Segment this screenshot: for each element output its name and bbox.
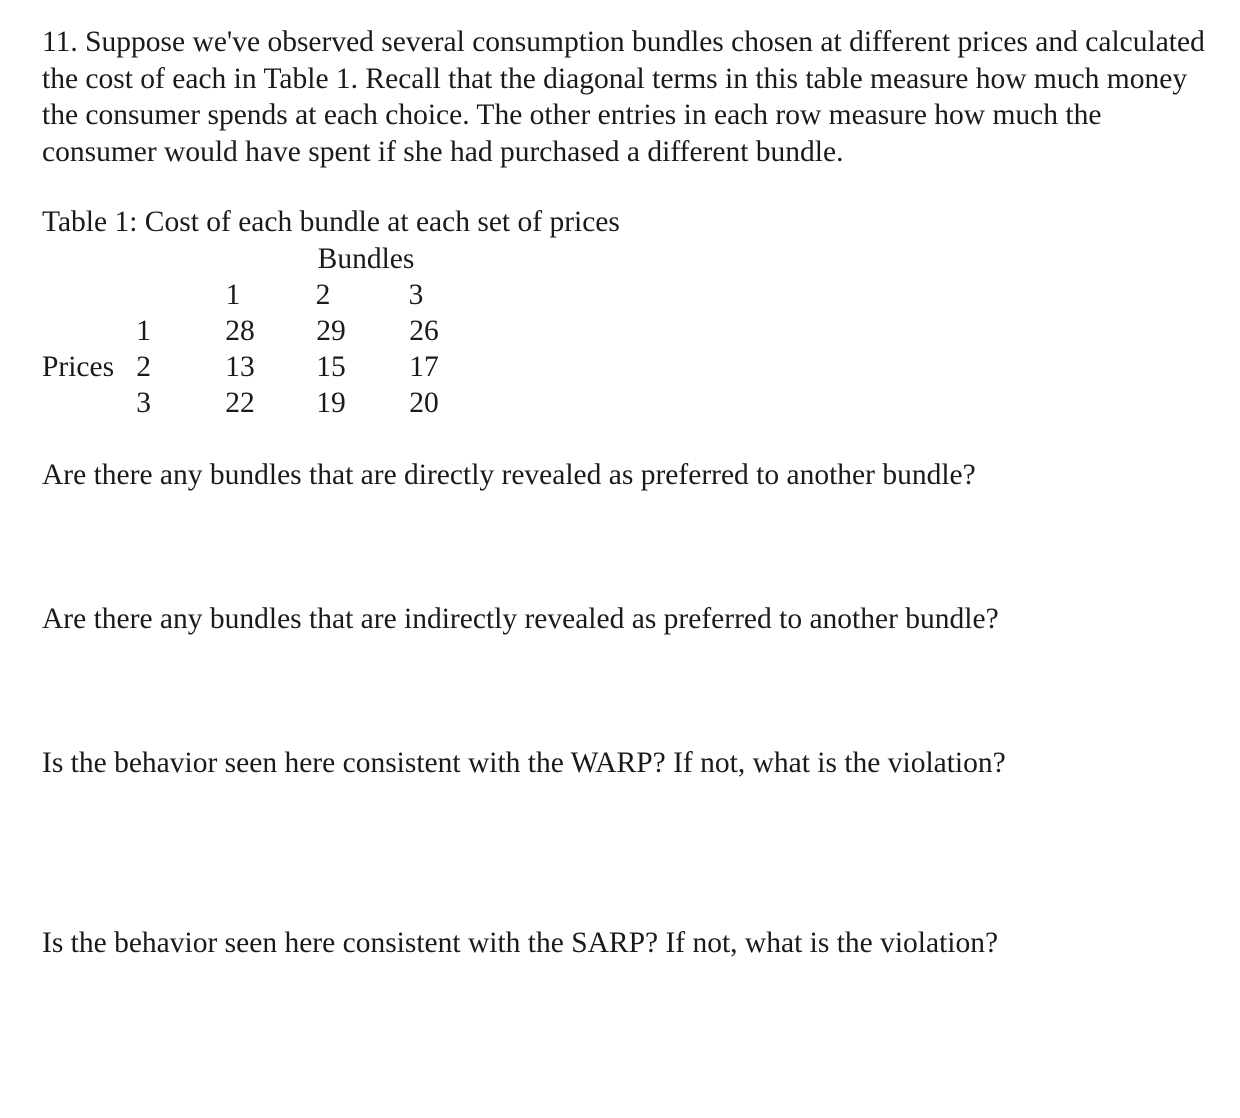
row-header: 2	[136, 351, 151, 383]
table-cell: 29	[316, 315, 346, 347]
col-header: 2	[315, 279, 331, 311]
col-header: 3	[408, 279, 424, 311]
bundles-label: Bundles	[317, 243, 415, 275]
question-indirect-preference: Are there any bundles that are indirectly revealed as preferred to another bundle?	[42, 603, 999, 635]
table-cell: 28	[225, 315, 255, 347]
question-direct-preference: Are there any bundles that are directly revealed as preferred to another bundle?	[42, 459, 976, 491]
question-warp: Is the behavior seen here consistent with the WARP? If not, what is the violation?	[42, 747, 1006, 779]
table-cell: 19	[316, 387, 346, 419]
row-header: 3	[136, 387, 151, 419]
table-cell: 26	[409, 315, 439, 347]
table-cell: 20	[409, 387, 439, 419]
question-sarp: Is the behavior seen here consistent with the SARP? If not, what is the violation?	[42, 927, 999, 959]
problem-statement: 11. Suppose we've observed several consumption bundles chosen at different prices and calculated the cost of each in Table 1. Recall that the diagonal terms in this table measure how much money the consumer spends at each choice. The other entries in each row measure how much the consumer would have spent if she had purchased a different bundle.	[42, 26, 1205, 168]
col-header: 1	[225, 279, 241, 311]
table-cell: 17	[409, 351, 439, 383]
table-cell: 15	[316, 351, 346, 383]
prices-label: Prices	[42, 351, 115, 383]
row-header: 1	[136, 315, 151, 347]
table-cell: 13	[225, 351, 255, 383]
table-cell: 22	[225, 387, 255, 419]
table-caption: Table 1: Cost of each bundle at each set of prices	[42, 206, 620, 238]
